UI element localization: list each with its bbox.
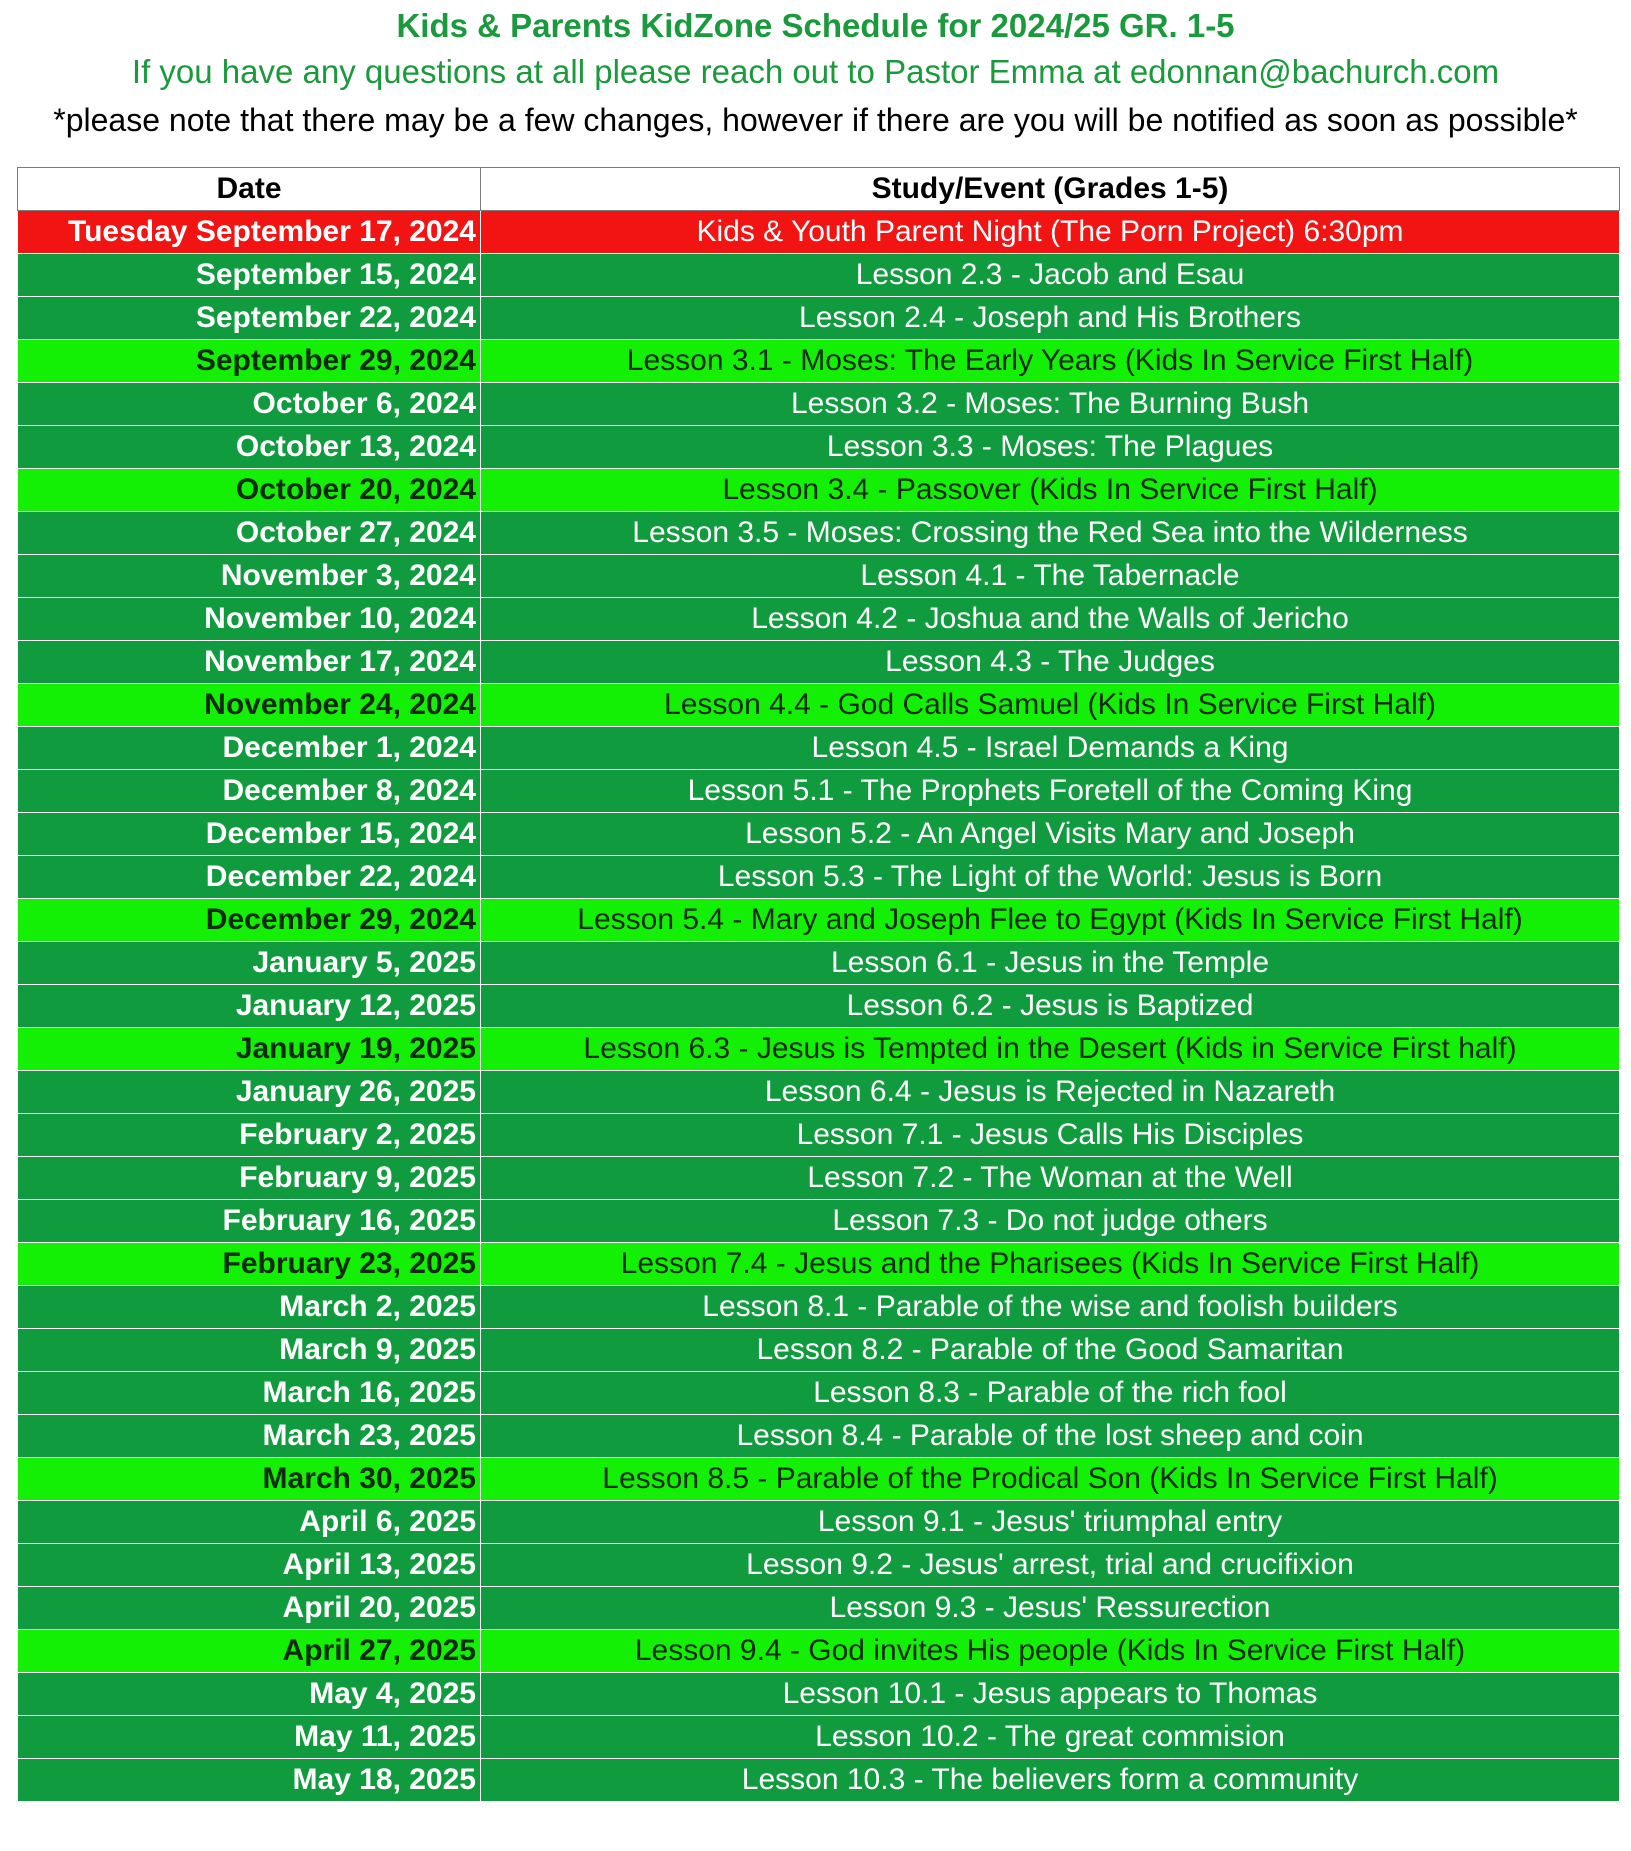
page-title: Kids & Parents KidZone Schedule for 2024/25 GR. 1-5 — [396, 7, 1235, 44]
table-row — [18, 211, 1620, 254]
table-row — [18, 297, 1620, 340]
row-date: January 26, 2025 — [18, 1071, 481, 1114]
table-row — [18, 340, 1620, 383]
row-date: December 1, 2024 — [18, 727, 481, 770]
row-study: Lesson 6.3 - Jesus is Tempted in the Desert (Kids in Service First half) — [481, 1028, 1620, 1071]
row-date: December 15, 2024 — [18, 813, 481, 856]
table-row — [18, 1114, 1620, 1157]
row-study: Lesson 6.4 - Jesus is Rejected in Nazareth — [481, 1071, 1620, 1114]
row-date: November 3, 2024 — [18, 555, 481, 598]
column-header-study: Study/Event (Grades 1-5) — [481, 168, 1620, 211]
row-date: November 17, 2024 — [18, 641, 481, 684]
row-study: Lesson 9.3 - Jesus' Ressurection — [481, 1587, 1620, 1630]
row-date: January 5, 2025 — [18, 942, 481, 985]
table-row — [18, 1200, 1620, 1243]
row-date: January 19, 2025 — [18, 1028, 481, 1071]
table-row — [18, 1716, 1620, 1759]
table-row — [18, 899, 1620, 942]
row-study: Lesson 3.1 - Moses: The Early Years (Kids In Service First Half) — [481, 340, 1620, 383]
row-study: Lesson 6.2 - Jesus is Baptized — [481, 985, 1620, 1028]
row-date: September 15, 2024 — [18, 254, 481, 297]
row-date: December 8, 2024 — [18, 770, 481, 813]
table-row — [18, 856, 1620, 899]
row-study: Lesson 4.4 - God Calls Samuel (Kids In Service First Half) — [481, 684, 1620, 727]
table-row — [18, 1286, 1620, 1329]
table-row — [18, 1587, 1620, 1630]
row-study: Lesson 6.1 - Jesus in the Temple — [481, 942, 1620, 985]
row-date: May 11, 2025 — [18, 1716, 481, 1759]
row-date: January 12, 2025 — [18, 985, 481, 1028]
row-date: May 4, 2025 — [18, 1673, 481, 1716]
table-row — [18, 469, 1620, 512]
row-date: October 20, 2024 — [18, 469, 481, 512]
row-date: February 16, 2025 — [18, 1200, 481, 1243]
table-row — [18, 1544, 1620, 1587]
row-study: Lesson 3.5 - Moses: Crossing the Red Sea into the Wilderness — [481, 512, 1620, 555]
table-row — [18, 1157, 1620, 1200]
row-date: Tuesday September 17, 2024 — [18, 211, 481, 254]
row-date: December 29, 2024 — [18, 899, 481, 942]
row-study: Lesson 4.2 - Joshua and the Walls of Jericho — [481, 598, 1620, 641]
row-date: September 29, 2024 — [18, 340, 481, 383]
schedule-table — [17, 167, 1620, 1802]
table-row — [18, 1673, 1620, 1716]
row-study: Lesson 3.4 - Passover (Kids In Service First Half) — [481, 469, 1620, 512]
table-row — [18, 1458, 1620, 1501]
row-date: April 6, 2025 — [18, 1501, 481, 1544]
row-date: April 20, 2025 — [18, 1587, 481, 1630]
row-date: September 22, 2024 — [18, 297, 481, 340]
row-study: Lesson 5.3 - The Light of the World: Jesus is Born — [481, 856, 1620, 899]
row-study: Lesson 7.3 - Do not judge others — [481, 1200, 1620, 1243]
row-study: Lesson 2.4 - Joseph and His Brothers — [481, 297, 1620, 340]
row-study: Lesson 8.2 - Parable of the Good Samaritan — [481, 1329, 1620, 1372]
table-row — [18, 383, 1620, 426]
table-row — [18, 1501, 1620, 1544]
row-date: March 30, 2025 — [18, 1458, 481, 1501]
table-row — [18, 985, 1620, 1028]
table-row — [18, 254, 1620, 297]
row-study: Kids & Youth Parent Night (The Porn Project) 6:30pm — [481, 211, 1620, 254]
row-study: Lesson 5.1 - The Prophets Foretell of the Coming King — [481, 770, 1620, 813]
row-study: Lesson 9.1 - Jesus' triumphal entry — [481, 1501, 1620, 1544]
row-study: Lesson 9.4 - God invites His people (Kids In Service First Half) — [481, 1630, 1620, 1673]
table-row — [18, 641, 1620, 684]
table-row — [18, 1759, 1620, 1802]
table-row — [18, 426, 1620, 469]
row-date: February 2, 2025 — [18, 1114, 481, 1157]
row-study: Lesson 8.3 - Parable of the rich fool — [481, 1372, 1620, 1415]
row-study: Lesson 2.3 - Jacob and Esau — [481, 254, 1620, 297]
row-study: Lesson 7.2 - The Woman at the Well — [481, 1157, 1620, 1200]
table-row — [18, 942, 1620, 985]
row-study: Lesson 5.2 - An Angel Visits Mary and Joseph — [481, 813, 1620, 856]
row-study: Lesson 10.1 - Jesus appears to Thomas — [481, 1673, 1620, 1716]
table-row — [18, 1329, 1620, 1372]
table-row — [18, 1372, 1620, 1415]
schedule-body — [18, 211, 1620, 1802]
row-study: Lesson 10.2 - The great commision — [481, 1716, 1620, 1759]
table-row — [18, 770, 1620, 813]
table-row — [18, 512, 1620, 555]
row-date: October 27, 2024 — [18, 512, 481, 555]
contact-line: If you have any questions at all please reach out to Pastor Emma at edonnan@bachurch.com — [131, 53, 1500, 90]
row-study: Lesson 9.2 - Jesus' arrest, trial and crucifixion — [481, 1544, 1620, 1587]
row-date: October 6, 2024 — [18, 383, 481, 426]
table-row — [18, 598, 1620, 641]
row-date: March 9, 2025 — [18, 1329, 481, 1372]
row-date: April 13, 2025 — [18, 1544, 481, 1587]
row-study: Lesson 4.3 - The Judges — [481, 641, 1620, 684]
row-study: Lesson 3.3 - Moses: The Plagues — [481, 426, 1620, 469]
table-row — [18, 1071, 1620, 1114]
table-row — [18, 1415, 1620, 1458]
row-study: Lesson 10.3 - The believers form a community — [481, 1759, 1620, 1802]
row-study: Lesson 3.2 - Moses: The Burning Bush — [481, 383, 1620, 426]
column-header-date: Date — [18, 168, 481, 211]
table-row — [18, 727, 1620, 770]
row-date: March 2, 2025 — [18, 1286, 481, 1329]
table-row — [18, 813, 1620, 856]
row-study: Lesson 4.1 - The Tabernacle — [481, 555, 1620, 598]
row-study: Lesson 7.4 - Jesus and the Pharisees (Kids In Service First Half) — [481, 1243, 1620, 1286]
table-row — [18, 555, 1620, 598]
table-row — [18, 1028, 1620, 1071]
row-date: November 10, 2024 — [18, 598, 481, 641]
row-study: Lesson 5.4 - Mary and Joseph Flee to Egypt (Kids In Service First Half) — [481, 899, 1620, 942]
table-row — [18, 1630, 1620, 1673]
row-date: May 18, 2025 — [18, 1759, 481, 1802]
row-date: December 22, 2024 — [18, 856, 481, 899]
row-study: Lesson 8.4 - Parable of the lost sheep and coin — [481, 1415, 1620, 1458]
row-date: April 27, 2025 — [18, 1630, 481, 1673]
change-notice: *please note that there may be a few changes, however if there are you will be notified as soon as possible* — [53, 102, 1578, 138]
row-study: Lesson 8.1 - Parable of the wise and foolish builders — [481, 1286, 1620, 1329]
row-date: March 23, 2025 — [18, 1415, 481, 1458]
row-date: November 24, 2024 — [18, 684, 481, 727]
row-date: October 13, 2024 — [18, 426, 481, 469]
table-header-row — [18, 168, 1620, 211]
table-row — [18, 1243, 1620, 1286]
row-study: Lesson 8.5 - Parable of the Prodical Son (Kids In Service First Half) — [481, 1458, 1620, 1501]
table-row — [18, 684, 1620, 727]
row-date: February 9, 2025 — [18, 1157, 481, 1200]
row-study: Lesson 7.1 - Jesus Calls His Disciples — [481, 1114, 1620, 1157]
row-date: February 23, 2025 — [18, 1243, 481, 1286]
row-date: March 16, 2025 — [18, 1372, 481, 1415]
row-study: Lesson 4.5 - Israel Demands a King — [481, 727, 1620, 770]
